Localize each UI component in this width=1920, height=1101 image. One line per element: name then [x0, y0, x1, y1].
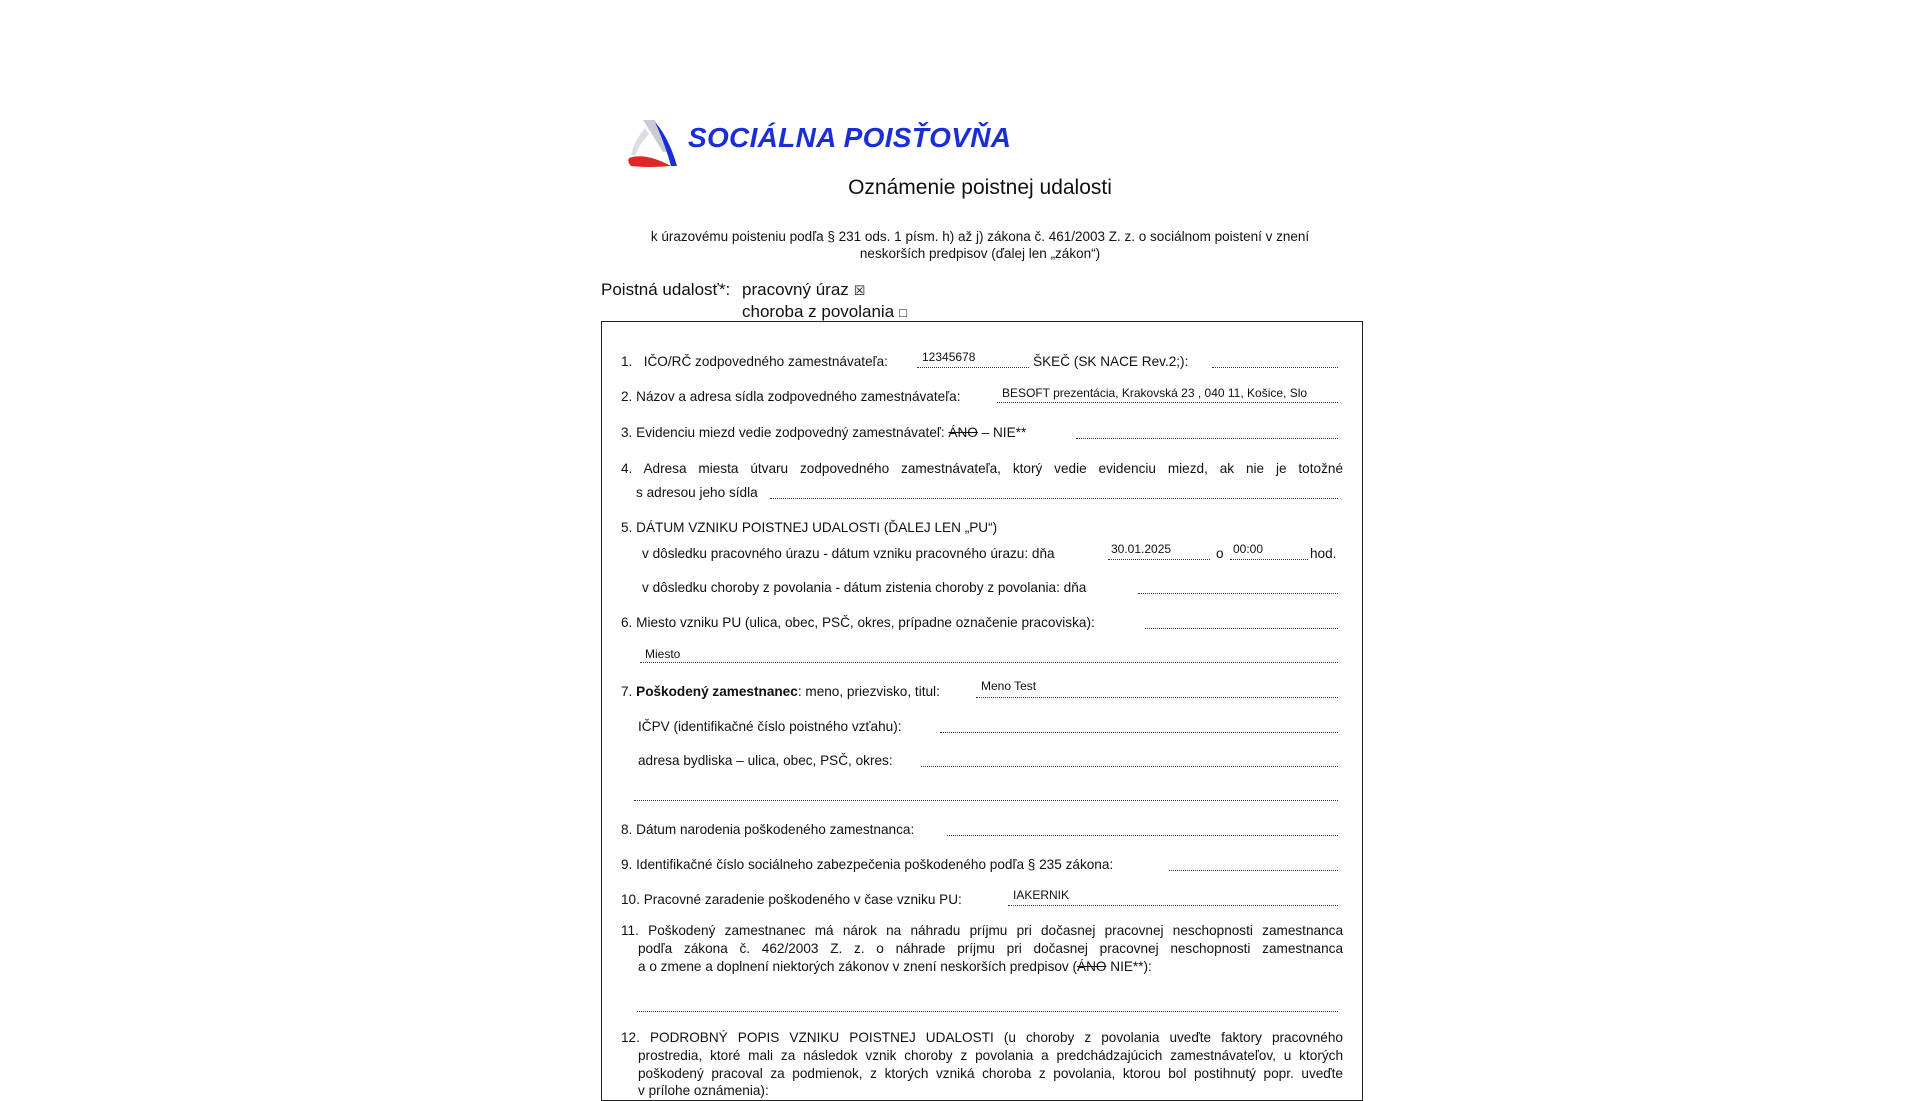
item-3-label: Evidenciu miezd vedie zodpovedný zamestnávateľ: — [636, 425, 945, 440]
subtitle-line-1: k úrazovému poisteniu podľa § 231 ods. 1 písm. h) až j) zákona č. 461/2003 Z. z. o sociálnom poistení v znení — [650, 229, 1310, 244]
item-11 — [621, 922, 1343, 940]
employee-name-value[interactable]: Meno Test — [981, 679, 1037, 693]
item-11-line-3b: NIE**): — [1106, 958, 1152, 974]
item-5-heading: DÁTUM VZNIKU POISTNEJ UDALOSTI (ĎALEJ LEN „PU“) — [636, 520, 998, 535]
logo-mark-icon — [625, 118, 681, 170]
item-4-field-line[interactable] — [770, 498, 1338, 499]
place-value[interactable]: Miesto — [645, 647, 681, 661]
skec-field-line[interactable] — [1212, 367, 1338, 368]
employee-name-field-line — [976, 697, 1338, 698]
item-6-number: 6. — [621, 615, 633, 630]
item-11-line-1: Poškodený zamestnanec má nárok na náhradu príjmu pri dočasnej pracovnej neschopnosti zamestnanca — [648, 923, 1343, 938]
birth-date-field-line[interactable] — [947, 835, 1338, 836]
injury-time-field-line — [1230, 559, 1308, 560]
checkbox-checked-icon[interactable]: ☒ — [853, 283, 866, 298]
item-4-number: 4. — [621, 461, 633, 476]
item-7-address-label: adresa bydliska – ulica, obec, PSČ, okres: — [638, 753, 893, 768]
item-2-field-line — [997, 402, 1338, 403]
item-11-cont — [638, 940, 1343, 975]
address-field-line-1[interactable] — [921, 766, 1338, 767]
item-6-field-line-1 — [1145, 628, 1338, 629]
item-9-label: Identifikačné číslo sociálneho zabezpečenia poškodeného podľa § 235 zákona: — [636, 857, 1114, 872]
item-5-hod: hod. — [1310, 546, 1337, 561]
item-4-line-2: s adresou jeho sídla — [636, 485, 758, 500]
item-2 — [621, 388, 961, 405]
item-7-bold-label: Poškodený zamestnanec — [636, 684, 798, 699]
employer-name-address-value[interactable]: BESOFT prezentácia, Krakovská 23 , 040 11, Košice, Slo — [1002, 386, 1308, 400]
item-1-skec-label: ŠKEČ (SK NACE Rev.2;): — [1033, 354, 1189, 369]
social-security-id-field-line[interactable] — [1169, 870, 1338, 871]
item-12-cont — [638, 1047, 1343, 1100]
address-field-line-2[interactable] — [634, 800, 1338, 801]
item-5 — [621, 519, 997, 536]
item-12-number: 12. — [621, 1030, 640, 1045]
injury-date-value[interactable]: 30.01.2025 — [1111, 542, 1172, 556]
item-8-number: 8. — [621, 822, 633, 837]
injury-time-value[interactable]: 00:00 — [1233, 542, 1264, 556]
event-option-work-injury-label: pracovný úraz — [742, 280, 849, 299]
item-4 — [621, 460, 1343, 478]
social-insurance-logo — [625, 118, 1012, 172]
item-11-field-line[interactable] — [637, 1011, 1338, 1012]
injury-date-field-line — [1108, 559, 1210, 560]
job-position-value[interactable]: IAKERNIK — [1013, 888, 1070, 902]
checkbox-empty-icon[interactable]: □ — [899, 305, 908, 320]
icpv-field-line[interactable] — [940, 732, 1338, 733]
item-6 — [621, 614, 1095, 631]
item-7-number: 7. — [621, 684, 633, 699]
item-10-number: 10. — [621, 892, 640, 907]
item-8-label: Dátum narodenia poškodeného zamestnanca: — [636, 822, 915, 837]
item-1-number: 1. — [621, 354, 633, 369]
document-subtitle — [605, 228, 1355, 262]
item-10 — [621, 891, 962, 908]
item-3-nie: – NIE** — [981, 425, 1027, 440]
item-2-number: 2. — [621, 389, 633, 404]
disease-date-field-line[interactable] — [1138, 593, 1338, 594]
item-12-line-1: PODROBNÝ POPIS VZNIKU POISTNEJ UDALOSTI (u choroby z povolania uveďte faktory pracovného — [649, 1030, 1343, 1045]
item-10-label: Pracovné zaradenie poškodeného v čase vzniku PU: — [643, 892, 962, 907]
subtitle-line-2: neskorších predpisov (ďalej len „zákon“) — [859, 246, 1101, 261]
item-7-icpv-label: IČPV (identifikačné číslo poistného vzťahu): — [638, 719, 902, 734]
employer-id-value[interactable]: 12345678 — [922, 350, 976, 364]
document-title: Oznámenie poistnej udalosti — [848, 176, 1112, 199]
item-8 — [621, 821, 914, 838]
event-type-label: Poistná udalosť*: — [601, 280, 731, 299]
item-11-ano-struck: ÁNO — [1077, 958, 1107, 974]
item-11-line-3a: a o zmene a doplnení niektorých zákonov v znení neskorších predpisov ( — [638, 958, 1078, 974]
item-6-label: Miesto vzniku PU (ulica, obec, PSČ, okres, prípadne označenie pracoviska): — [636, 615, 1095, 630]
item-9-number: 9. — [621, 857, 633, 872]
item-5-sub-2: v dôsledku choroby z povolania - dátum zistenia choroby z povolania: dňa — [642, 580, 1087, 595]
item-3-ano-struck: ÁNO — [948, 425, 978, 440]
item-9 — [621, 856, 1113, 873]
logo-text: SOCIÁLNA POISŤOVŇA — [688, 122, 1012, 153]
item-1-field-line — [917, 367, 1029, 368]
item-12 — [621, 1029, 1343, 1047]
item-3-field-line — [1076, 438, 1338, 439]
item-12-line-3: poškodený pracoval za podmienok, z ktorých vzniká choroba z povolania, ktorou bol postihnutý popr. uveďte — [638, 1065, 1343, 1081]
item-3 — [621, 424, 1026, 441]
item-11-number: 11. — [621, 923, 639, 938]
job-position-field-line — [1008, 905, 1338, 906]
item-7 — [621, 683, 940, 700]
item-11-line-2: podľa zákona č. 462/2003 Z. z. o náhrade príjmu pri dočasnej pracovnej neschopnosti zamestnanca — [638, 941, 1343, 956]
item-5-sub-1: v dôsledku pracovného úrazu - dátum vzniku pracovného úrazu: dňa — [642, 546, 1055, 561]
event-option-occupational-disease — [742, 302, 907, 322]
item-4-line-1: Adresa miesta útvaru zodpovedného zamestnávateľa, ktorý vedie evidenciu miezd, ak nie je totožné — [643, 461, 1343, 476]
item-12-line-2: prostredia, ktoré mali za následok vznik choroby z povolania a predchádzajúcich zamestnávateľov, u ktorých — [638, 1048, 1343, 1063]
item-1-label: IČO/RČ zodpovedného zamestnávateľa: — [643, 354, 888, 369]
item-3-number: 3. — [621, 425, 633, 440]
item-5-number: 5. — [621, 520, 633, 535]
event-option-occupational-disease-label: choroba z povolania — [742, 302, 895, 321]
item-5-o: o — [1216, 546, 1224, 561]
item-7-label: : meno, priezvisko, titul: — [797, 684, 940, 699]
item-1 — [621, 353, 888, 370]
item-2-label: Názov a adresa sídla zodpovedného zamestnávateľa: — [636, 389, 961, 404]
item-12-line-4: v prílohe oznámenia): — [638, 1083, 769, 1098]
event-option-work-injury — [742, 280, 865, 300]
item-6-field-line-2 — [640, 662, 1338, 663]
